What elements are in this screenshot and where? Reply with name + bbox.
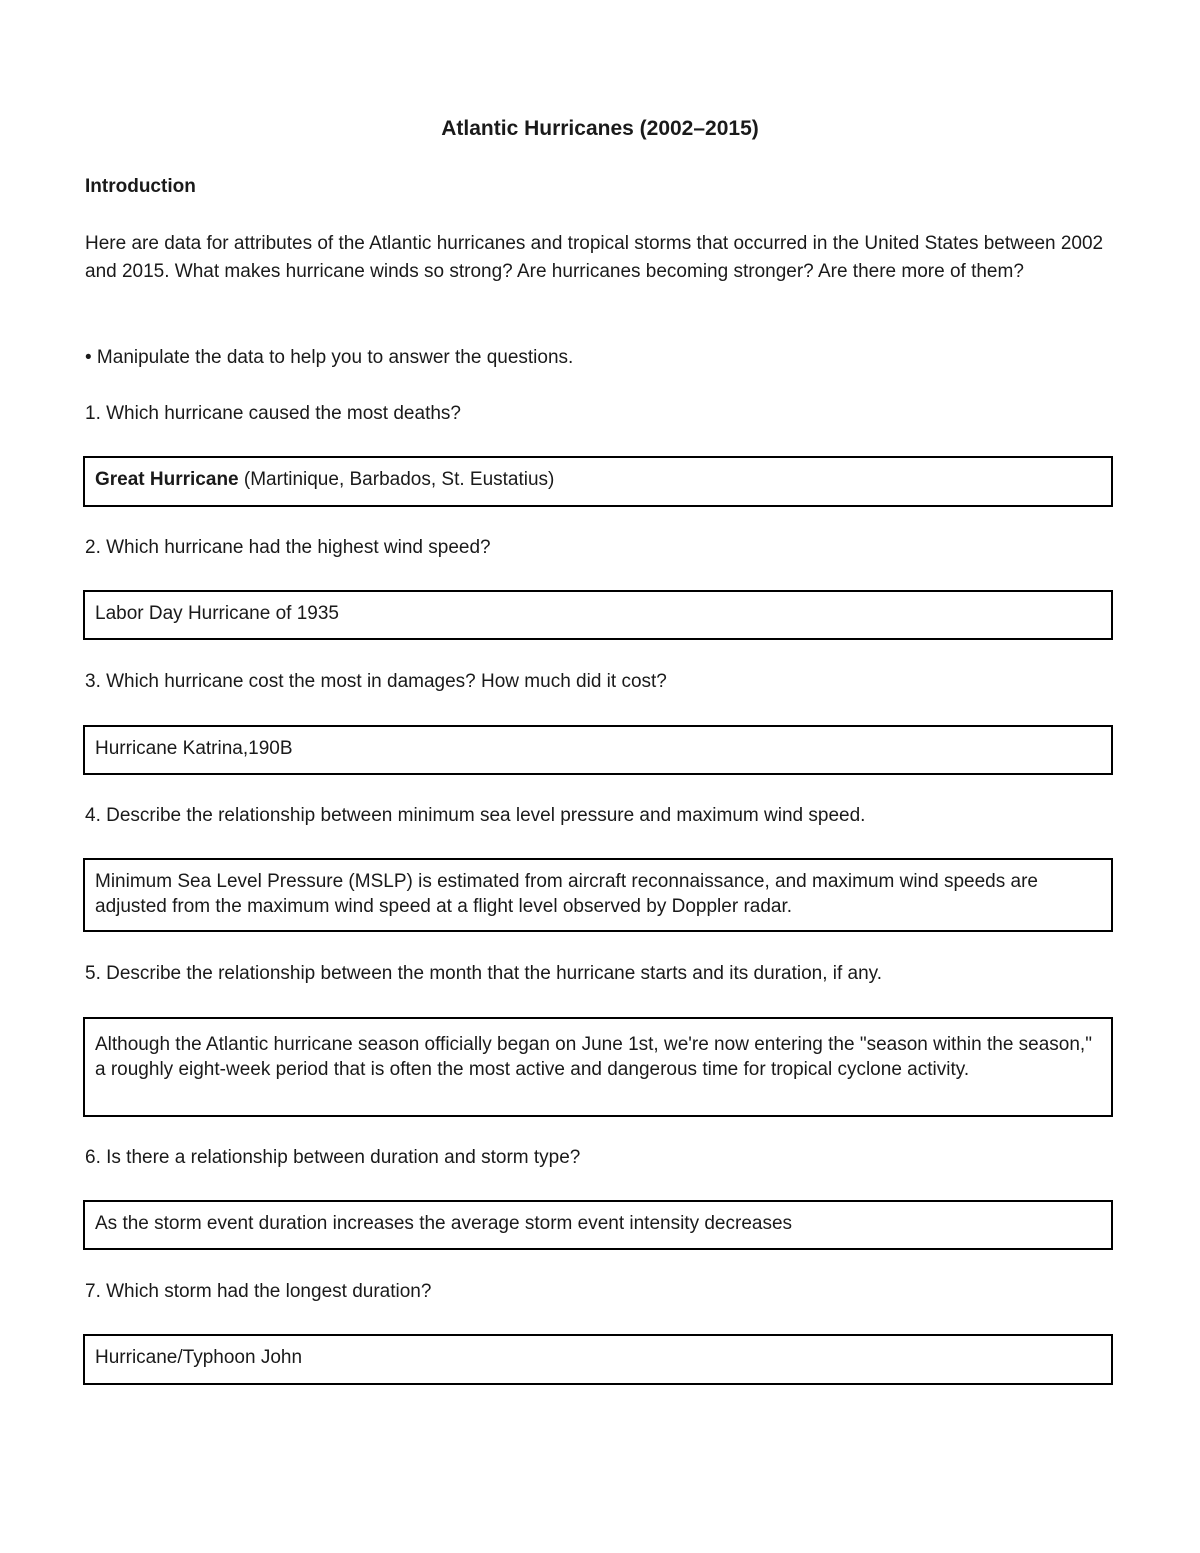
question-4: 4. Describe the relationship between minimum sea level pressure and maximum wind speed. xyxy=(85,805,866,826)
answer-box-5[interactable] xyxy=(83,1017,1113,1117)
answer-5-text: Although the Atlantic hurricane season officially began on June 1st, we're now entering the "season within the season," a roughly eight-week period that is often the most active and dangerous time for tropical cyclone activity. xyxy=(95,1034,1092,1080)
answer-7-text: Hurricane/Typhoon John xyxy=(95,1347,303,1368)
answer-1-text: (Martinique, Barbados, St. Eustatius) xyxy=(238,469,555,490)
answer-3-text: Hurricane Katrina,190B xyxy=(95,738,293,759)
question-2: 2. Which hurricane had the highest wind speed? xyxy=(85,537,491,558)
document-title: Atlantic Hurricanes (2002–2015) xyxy=(441,117,759,140)
intro-paragraph: Here are data for attributes of the Atlantic hurricanes and tropical storms that occurred in the United States between 2002 and 2015. What makes hurricane winds so strong? Are hurricanes becoming stronger? Are there more of them? xyxy=(85,233,1104,282)
question-3: 3. Which hurricane cost the most in damages? How much did it cost? xyxy=(85,671,667,692)
answer-box-2[interactable] xyxy=(83,590,1113,640)
answer-box-1[interactable] xyxy=(83,456,1113,507)
answer-4-text: Minimum Sea Level Pressure (MSLP) is estimated from aircraft reconnaissance, and maximum wind speeds are adjusted from the maximum wind speed at a flight level observed by Doppler radar. xyxy=(95,871,1038,917)
question-5: 5. Describe the relationship between the month that the hurricane starts and its duration, if any. xyxy=(85,963,883,984)
answer-box-4[interactable] xyxy=(83,858,1113,932)
answer-2-text: Labor Day Hurricane of 1935 xyxy=(95,603,339,624)
answer-1-bold: Great Hurricane xyxy=(95,469,239,490)
answer-6-text: As the storm event duration increases the average storm event intensity decreases xyxy=(95,1213,793,1234)
question-7: 7. Which storm had the longest duration? xyxy=(85,1281,432,1302)
question-6: 6. Is there a relationship between duration and storm type? xyxy=(85,1147,581,1168)
answer-box-6[interactable] xyxy=(83,1200,1113,1250)
answer-box-7[interactable] xyxy=(83,1334,1113,1385)
section-heading: Introduction xyxy=(85,176,196,197)
question-1: 1. Which hurricane caused the most deaths? xyxy=(85,403,461,424)
answer-box-3[interactable] xyxy=(83,725,1113,775)
instruction-bullet: • Manipulate the data to help you to answer the questions. xyxy=(85,347,574,368)
